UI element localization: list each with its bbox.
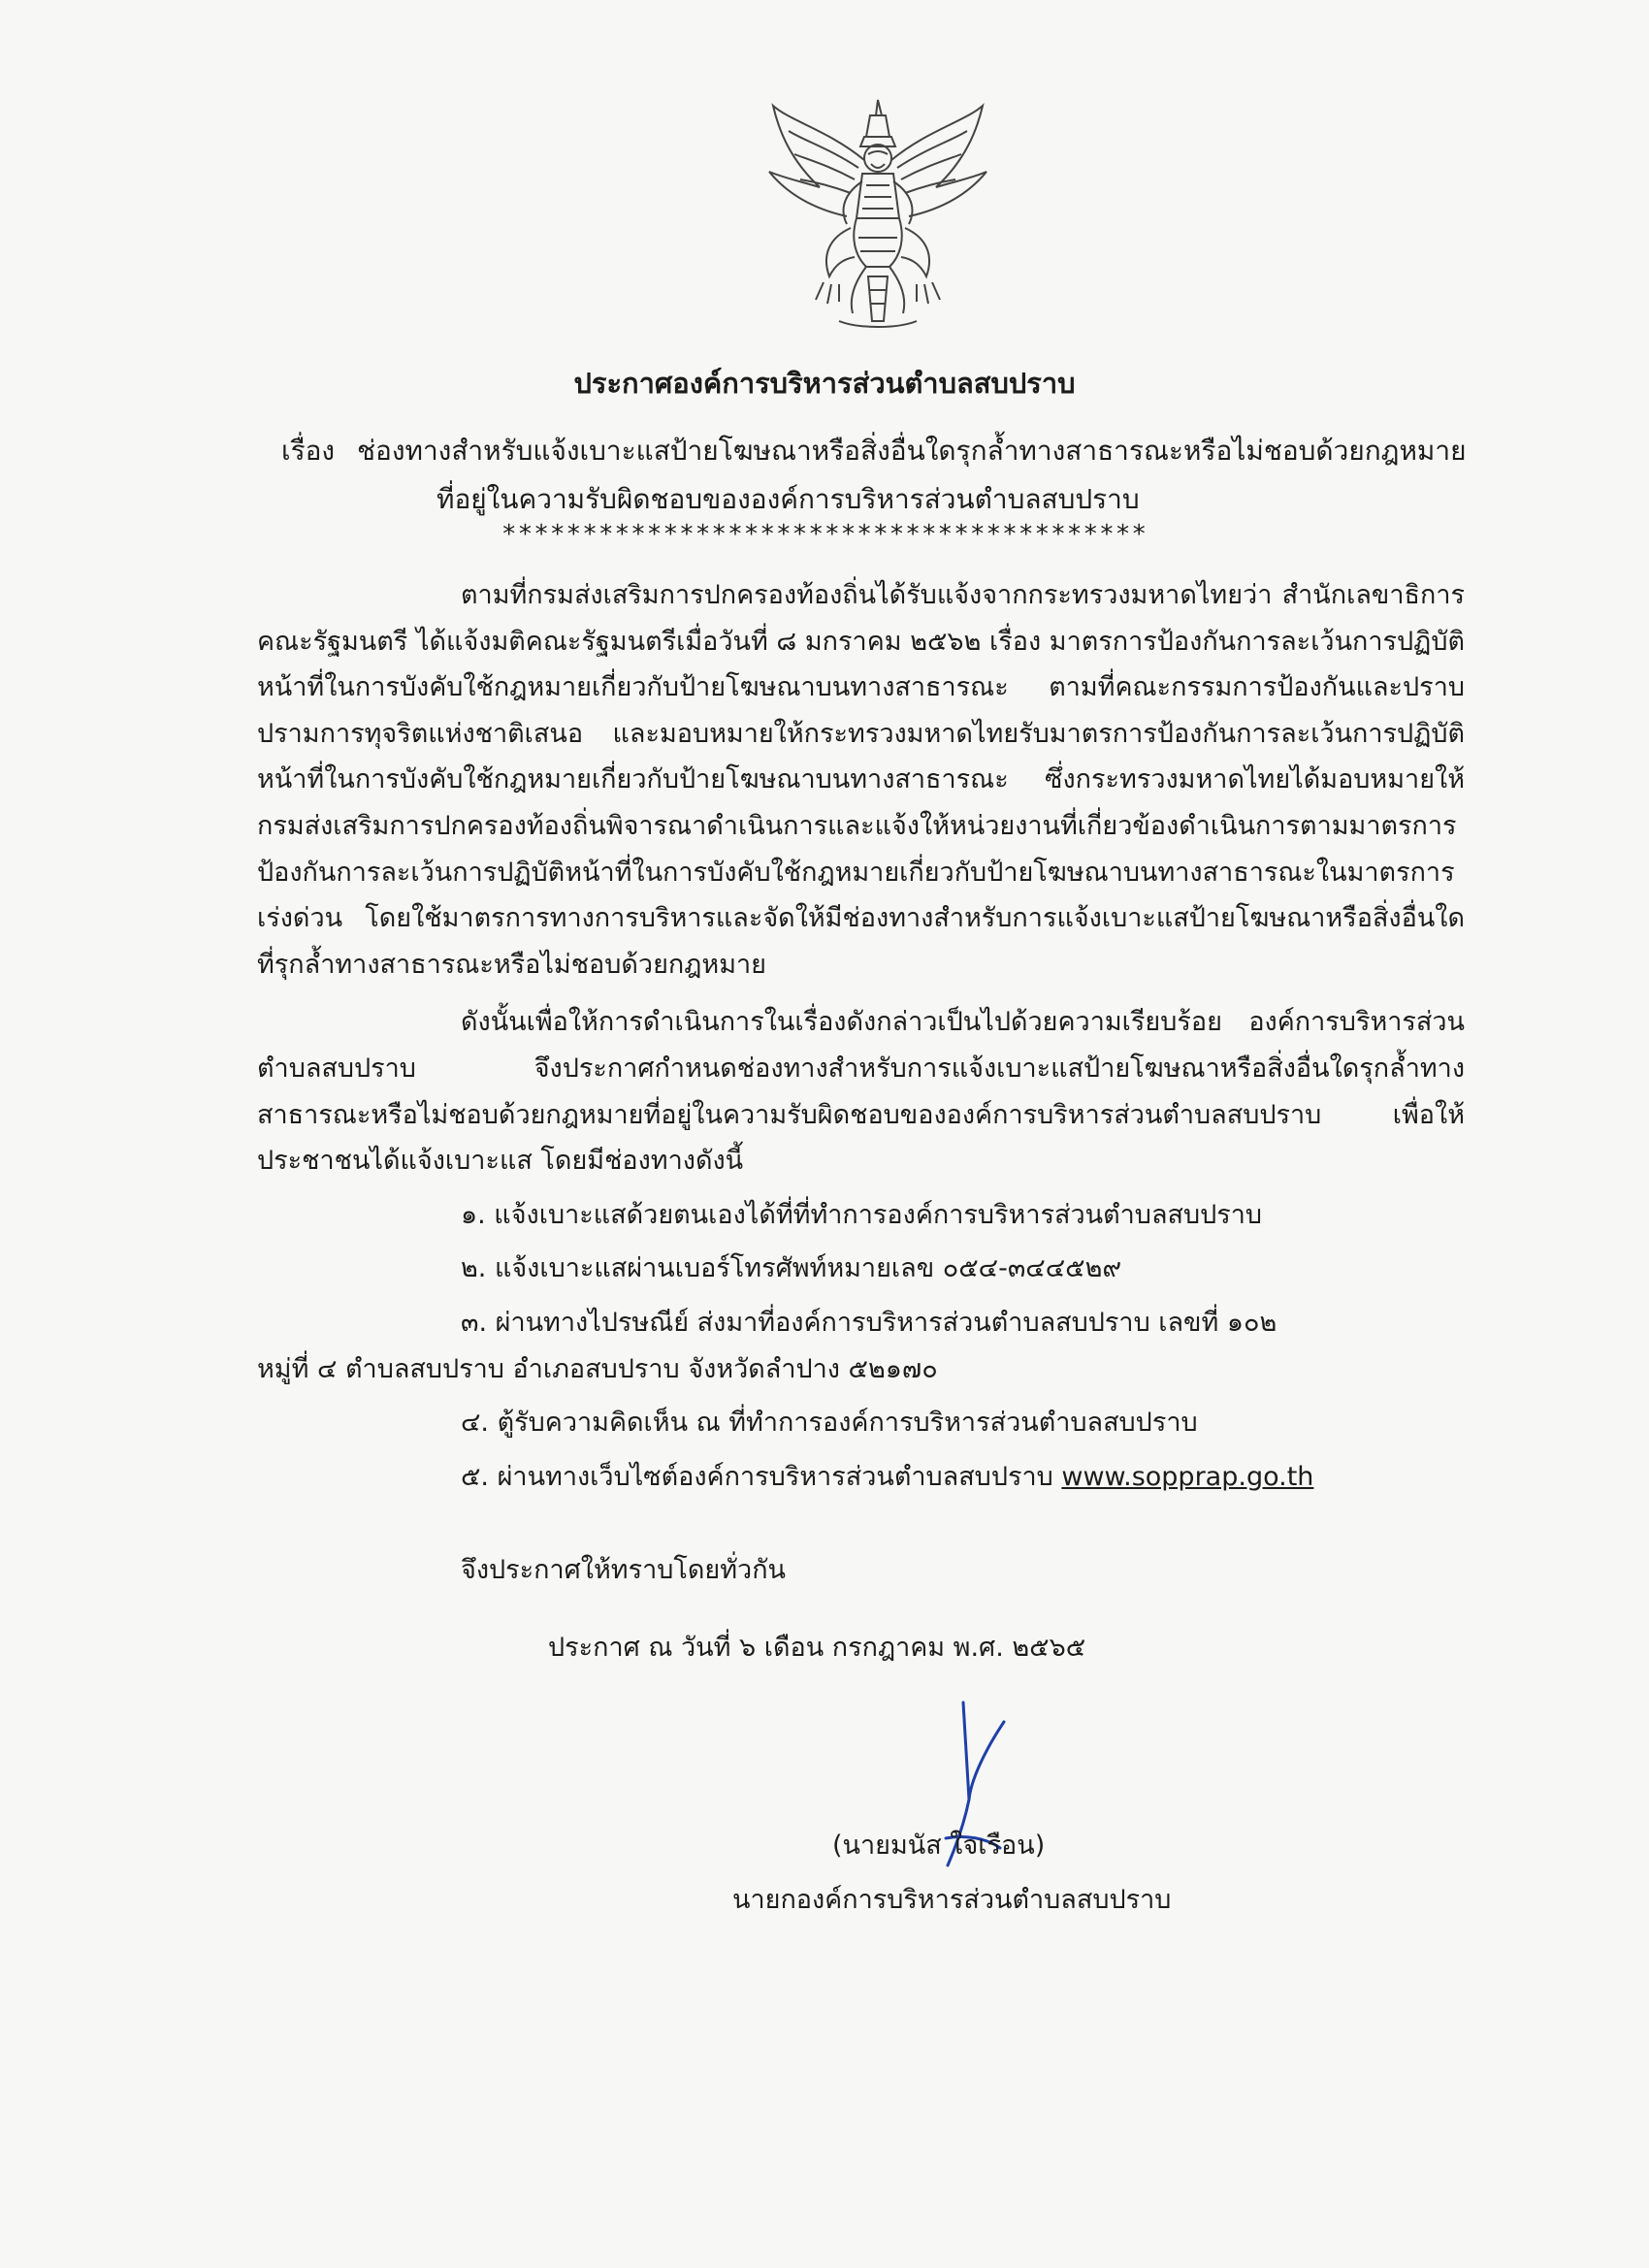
paragraph-1: ตามที่กรมส่งเสริมการปกครองท้องถิ่นได้รับแจ้งจากกระทรวงมหาดไทยว่า สำนักเลขาธิการคณะรัฐมนตรี ได้แจ้งมติคณะรัฐมนตรีเมื่อวันที่ ๘ มกราคม ๒๕๖๒ เรื่อง มาตรการป้องกันการละเว้นการปฏิบัติหน้าที่ในการบังคับใช้กฎหมายเกี่ยวกับป้ายโฆษณาบนทางสาธารณะ ตามที่คณะกรรมการป้องกันและปราบปรามการทุจริตแห่งชาติเสนอ และมอบหมายให้กระทรวงมหาดไทยรับมาตรการป้องกันการละเว้นการปฏิบัติหน้าที่ในการบังคับใช้กฎหมายเกี่ยวกับป้ายโฆษณาบนทางสาธารณะ ซึ่งกระทรวงมหาดไทยได้มอบหมายให้กรมส่งเสริมการปกครองท้องถิ่นพิจารณาดำเนินการและแจ้งให้หน่วยงานที่เกี่ยวข้องดำเนินการตามมาตรการป้องกันการละเว้นการปฏิบัติหน้าที่ในการบังคับใช้กฎหมายเกี่ยวกับป้ายโฆษณาบนทางสาธารณะในมาตรการเร่งด่วน โดยใช้มาตรการทางการบริหารและจัดให้มีช่องทางสำหรับการแจ้งเบาะแสป้ายโฆษณาหรือสิ่งอื่นใดที่รุกล้ำทางสาธารณะหรือไม่ชอบด้วยกฎหมาย: [257, 580, 1465, 980]
garuda-emblem-icon: [761, 92, 994, 330]
channel-item-2: ๒. แจ้งเบาะแสผ่านเบอร์โทรศัพท์หมายเลข ๐๕๔-๓๔๔๕๒๙: [461, 1253, 1122, 1284]
document-body: [257, 572, 1465, 1500]
subject-text-1: ช่องทางสำหรับแจ้งเบาะแสป้ายโฆษณาหรือสิ่งอื่นใดรุกล้ำทางสาธารณะหรือไม่ชอบด้วยกฎหมาย: [357, 435, 1467, 467]
signer-title: นายกองค์การบริหารส่วนตำบลสบปราบ: [732, 1885, 1172, 1915]
document-subject: [281, 427, 1467, 524]
channel-item-4: ๔. ตู้รับความคิดเห็น ณ ที่ทำการองค์การบริหารส่วนตำบลสบปราบ: [461, 1408, 1198, 1439]
channel-item-5: [257, 1454, 1465, 1501]
channel-item-3: ๓. ผ่านทางไปรษณีย์ ส่งมาที่องค์การบริหารส่วนตำบลสบปราบ เลขที่ ๑๐๒: [461, 1307, 1277, 1338]
paragraph-2: ดังนั้นเพื่อให้การดำเนินการในเรื่องดังกล่าวเป็นไปด้วยความเรียบร้อย องค์การบริหารส่วนตำบลสบปราบ จึงประกาศกำหนดช่องทางสำหรับการแจ้งเบาะแสป้ายโฆษณาหรือสิ่งอื่นใดรุกล้ำทางสาธารณะหรือไม่ชอบด้วยกฎหมายที่อยู่ในความรับผิดชอบขององค์การบริหารส่วนตำบลสบปราบ เพื่อให้ประชาชนได้แจ้งเบาะแส โดยมีช่องทางดังนี้: [257, 1007, 1465, 1177]
website-link[interactable]: www.sopprap.go.th: [1061, 1461, 1314, 1492]
closing-statement: จึงประกาศให้ทราบโดยทั่วกัน: [461, 1555, 786, 1585]
announcement-date: ประกาศ ณ วันที่ ๖ เดือน กรกฎาคม พ.ศ. ๒๕๖๕: [548, 1633, 1086, 1663]
separator: ****************************************: [501, 520, 1148, 549]
channel-item-5-text: ๕. ผ่านทางเว็บไซต์องค์การบริหารส่วนตำบลสบปราบ: [461, 1461, 1053, 1492]
subject-line-2: ที่อยู่ในความรับผิดชอบขององค์การบริหารส่วนตำบลสบปราบ: [436, 483, 1140, 515]
channel-item-1: ๑. แจ้งเบาะแสด้วยตนเองได้ที่ที่ทำการองค์การบริหารส่วนตำบลสบปราบ: [461, 1199, 1263, 1230]
document-title: ประกาศองค์การบริหารส่วนตำบลสบปราบ: [573, 367, 1076, 400]
signer-name: (นายมนัส ใจเรือน): [832, 1831, 1046, 1861]
subject-line-1: [281, 427, 1467, 475]
subject-label: เรื่อง: [281, 435, 336, 467]
channel-item-3-continued: หมู่ที่ ๔ ตำบลสบปราบ อำเภอสบปราบ จังหวัดลำปาง ๕๒๑๗๐: [257, 1353, 938, 1384]
